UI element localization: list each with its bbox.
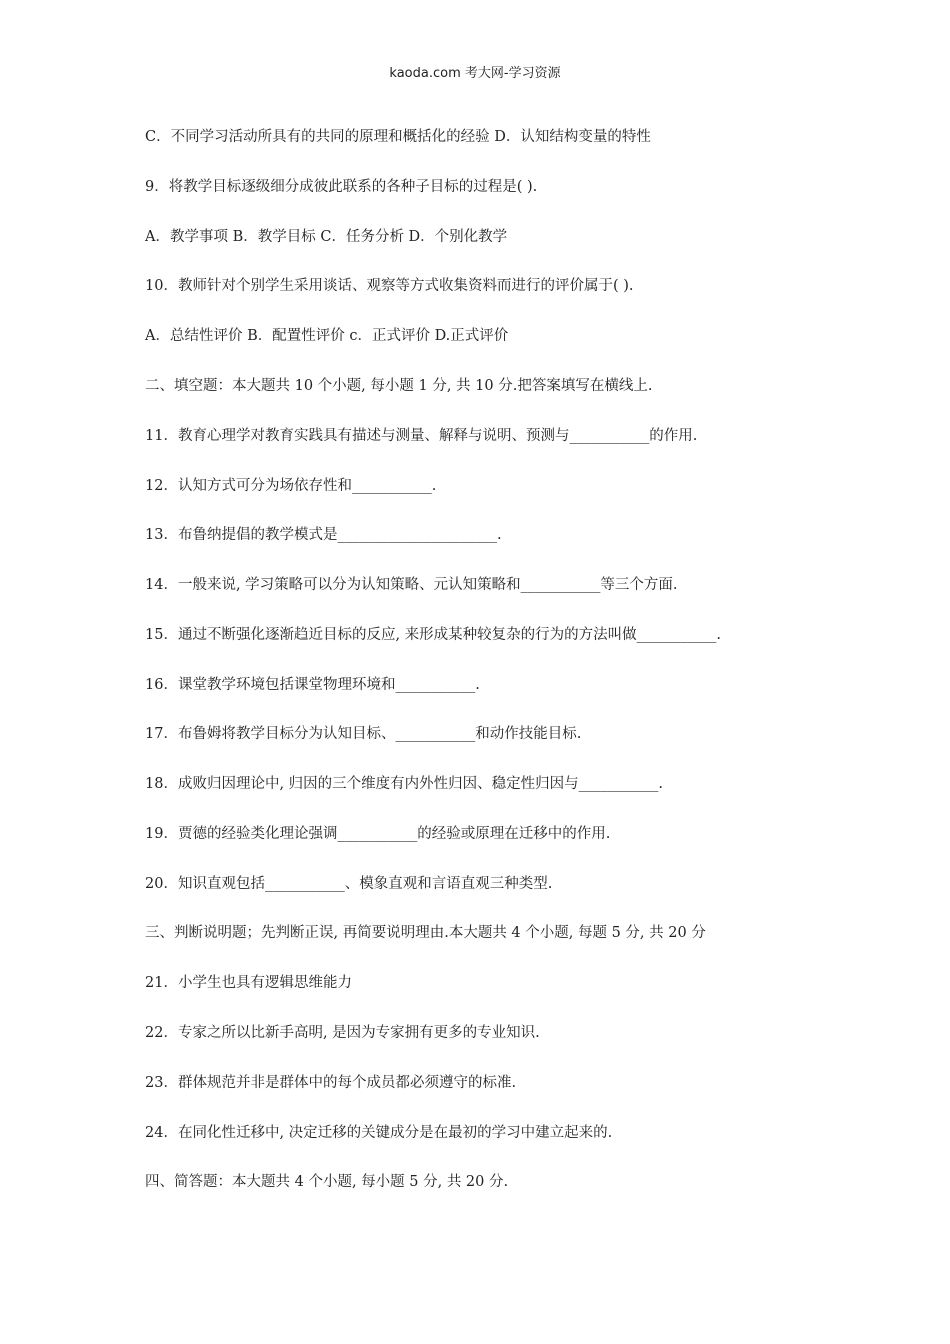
question-22: 22．专家之所以比新手高明, 是因为专家拥有更多的专业知识. (145, 1025, 540, 1041)
question-18: 18．成败归因理论中, 归因的三个维度有内外性归因、稳定性归因与___________. (145, 776, 664, 792)
question-15: 15．通过不断强化逐渐趋近目标的反应, 来形成某种较复杂的行为的方法叫做___________. (145, 627, 722, 643)
section-4-heading: 四、简答题：本大题共 4 个小题, 每小题 5 分, 共 20 分. (145, 1174, 509, 1190)
question-19: 19．贾德的经验类化理论强调___________的经验或原理在迁移中的作用. (145, 826, 611, 842)
question-12: 12．认知方式可分为场依存性和___________. (145, 478, 437, 494)
question-11: 11．教育心理学对教育实践具有描述与测量、解释与说明、预测与___________的作用. (145, 428, 698, 444)
question-21: 21．小学生也具有逻辑思维能力 (145, 975, 352, 991)
question-10: 10．教师针对个别学生采用谈话、观察等方式收集资料而进行的评价属于( ). (145, 278, 634, 294)
question-9-options: A．教学事项 B．教学目标 C．任务分析 D．个别化教学 (145, 229, 508, 245)
question-13: 13．布鲁纳提倡的教学模式是______________________. (145, 527, 502, 543)
question-20: 20．知识直观包括___________、模象直观和言语直观三种类型. (145, 876, 553, 892)
question-10-options: A．总结性评价 B．配置性评价 c．正式评价 D.正式评价 (145, 328, 509, 344)
question-17: 17．布鲁姆将教学目标分为认知目标、___________和动作技能目标. (145, 726, 582, 742)
section-2-heading: 二、填空题：本大题共 10 个小题, 每小题 1 分, 共 10 分.把答案填写在横线上. (145, 378, 653, 394)
page-header: kaoda.com 考大网-学习资源 (389, 66, 561, 81)
question-9: 9．将教学目标逐级细分成彼此联系的各种子目标的过程是( ). (145, 179, 538, 195)
option-line-c-d: C．不同学习活动所具有的共同的原理和概括化的经验 D．认知结构变量的特性 (145, 129, 651, 145)
question-16: 16．课堂教学环境包括课堂物理环境和___________. (145, 677, 480, 693)
question-23: 23．群体规范并非是群体中的每个成员都必须遵守的标准. (145, 1075, 517, 1091)
question-24: 24．在同化性迁移中, 决定迁移的关键成分是在最初的学习中建立起来的. (145, 1125, 613, 1141)
question-14: 14．一般来说, 学习策略可以分为认知策略、元认知策略和___________等三个方面. (145, 577, 678, 593)
section-3-heading: 三、判断说明题；先判断正误, 再简要说明理由.本大题共 4 个小题, 每题 5 分, 共 20 分 (145, 925, 706, 941)
